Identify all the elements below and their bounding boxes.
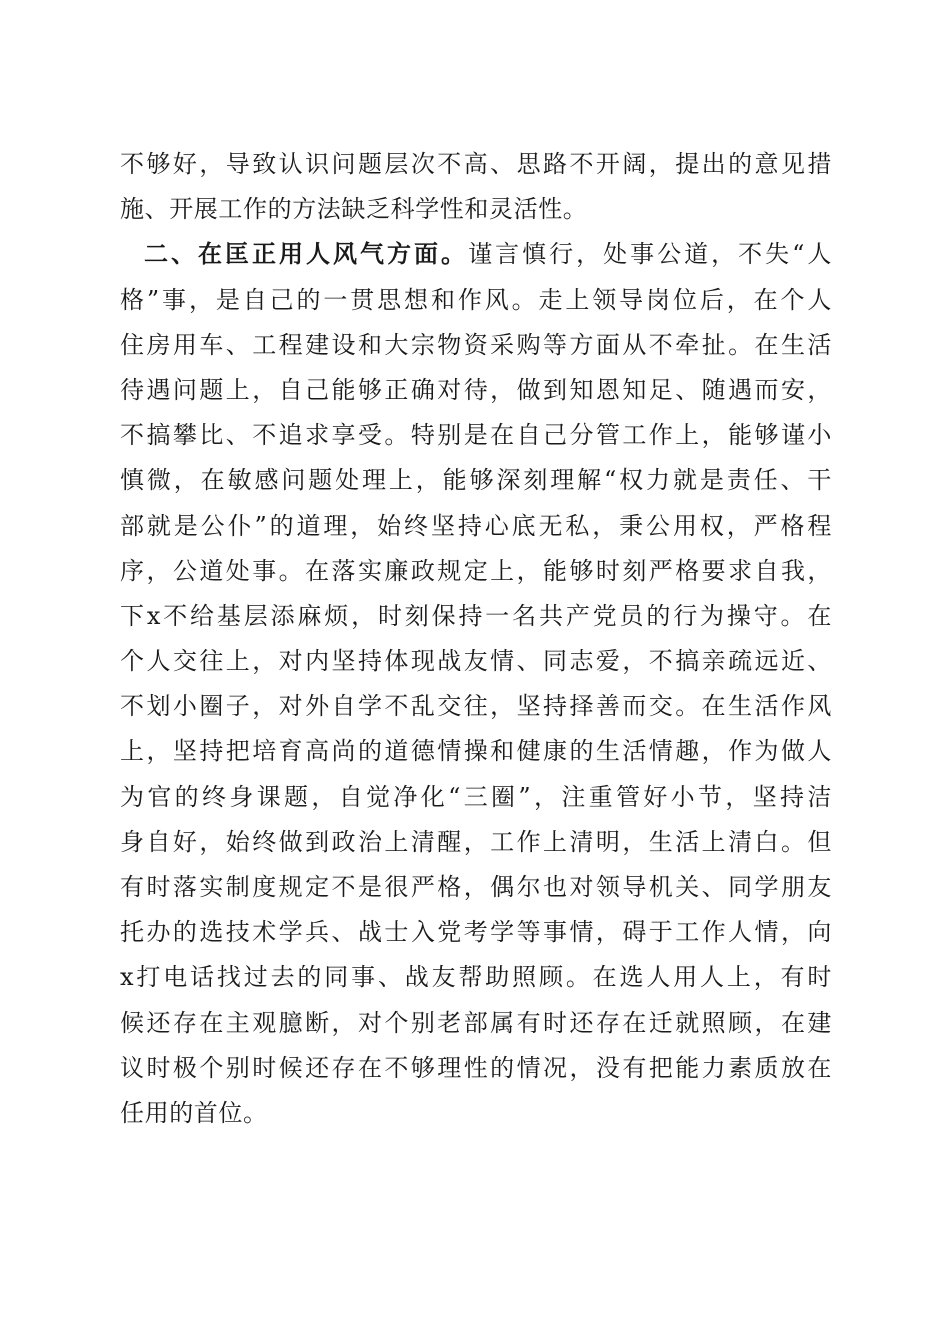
paragraph-2-line: 待遇问题上，自己能够正确对待，做到知恩知足、随遇而安， xyxy=(120,375,832,404)
paragraph-2-line: 任用的首位。 xyxy=(120,1098,268,1127)
paragraph-2-line: 身自好，始终做到政治上清醒，工作上清明，生活上清白。但 xyxy=(120,827,832,856)
paragraph-2-line: 序，公道处事。在落实廉政规定上，能够时刻严格要求自我， xyxy=(120,556,832,585)
paragraph-2-line-1-rest: 谨言慎行，处事公道，不失“人 xyxy=(468,240,832,269)
paragraph-2-line: 不搞攀比、不追求享受。特别是在自己分管工作上，能够谨小 xyxy=(120,421,832,450)
paragraph-2-line: 上，坚持把培育高尚的道德情操和健康的生活情趣，作为做人 xyxy=(120,737,832,766)
body-text xyxy=(120,142,832,1136)
section-heading: 二、在匡正用人风气方面。 xyxy=(144,240,469,269)
paragraph-2-line: 下x不给基层添麻烦，时刻保持一名共产党员的行为操守。在 xyxy=(120,601,832,630)
paragraph-2-line-1 xyxy=(120,232,832,277)
paragraph-1-line-2: 施、开展工作的方法缺乏科学性和灵活性。 xyxy=(120,195,588,224)
paragraph-2-line: 住房用车、工程建设和大宗物资采购等方面从不牵扯。在生活 xyxy=(120,330,832,359)
paragraph-2-line: 慎微，在敏感问题处理上，能够深刻理解“权力就是责任、干 xyxy=(120,466,832,495)
paragraph-2-line: 为官的终身课题，自觉净化“三圈”，注重管好小节，坚持洁 xyxy=(120,782,832,811)
paragraph-2-line: 部就是公仆”的道理，始终坚持心底无私，秉公用权，严格程 xyxy=(120,511,832,540)
paragraph-2-line: 格”事，是自己的一贯思想和作风。走上领导岗位后，在个人 xyxy=(120,285,832,314)
paragraph-1-line-1: 不够好，导致认识问题层次不高、思路不开阔，提出的意见措 xyxy=(120,150,832,178)
paragraph-2-line: 有时落实制度规定不是很严格，偶尔也对领导机关、同学朋友 xyxy=(120,873,832,901)
paragraph-2-line: 候还存在主观臆断，对个别老部属有时还存在迁就照顾，在建 xyxy=(120,1008,832,1037)
paragraph-2-line: 个人交往上，对内坚持体现战友情、同志爱，不搞亲疏远近、 xyxy=(120,647,832,676)
paragraph-2-line: 议时极个别时候还存在不够理性的情况，没有把能力素质放在 xyxy=(120,1053,832,1082)
paragraph-2-line: 不划小圈子，对外自学不乱交往，坚持择善而交。在生活作风 xyxy=(120,692,832,721)
paragraph-2-line: x打电话找过去的同事、战友帮助照顾。在选人用人上，有时 xyxy=(120,963,832,992)
paragraph-2-line: 托办的选技术学兵、战士入党考学等事情，碍于工作人情，向 xyxy=(120,918,832,947)
